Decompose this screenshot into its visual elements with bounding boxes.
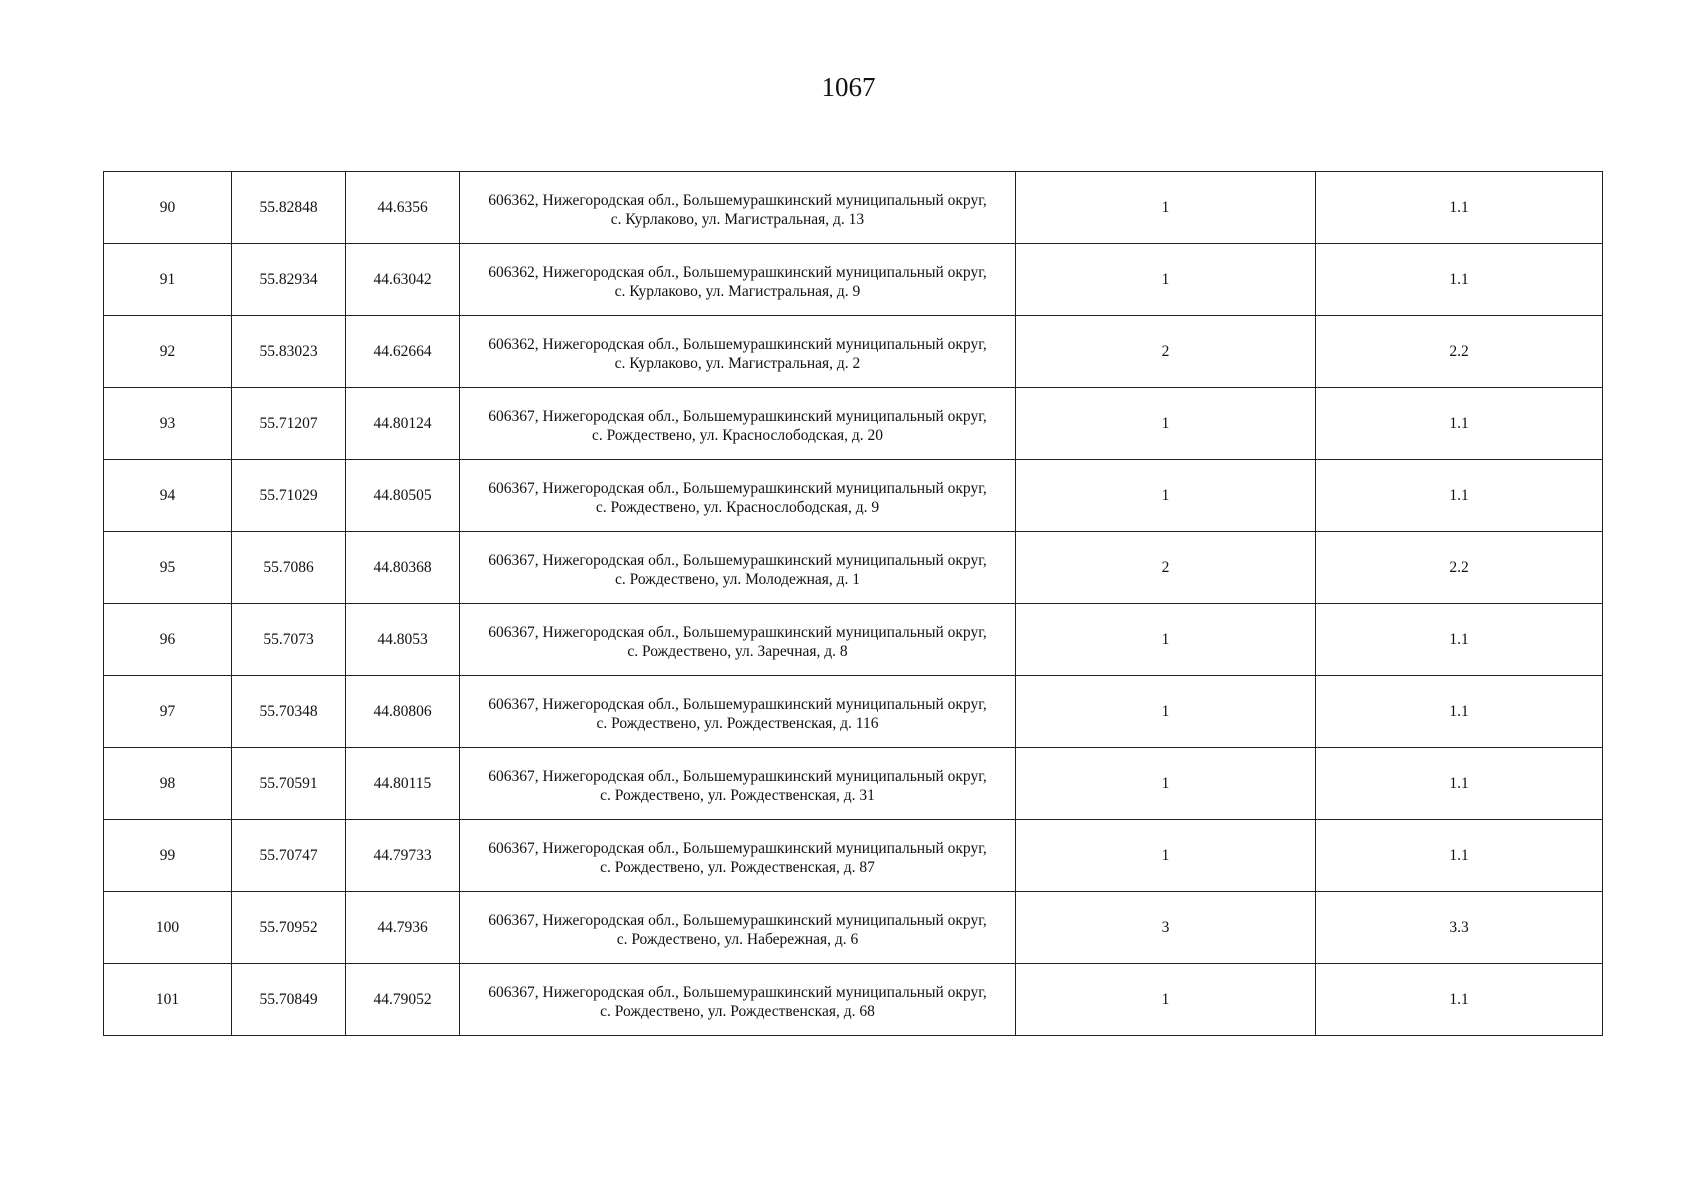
address-cell (460, 244, 1016, 316)
table-row (104, 964, 1603, 1036)
latitude-cell: 55.70591 (232, 748, 346, 820)
latitude-cell: 55.70747 (232, 820, 346, 892)
code-cell: 1.1 (1316, 172, 1603, 244)
count-cell: 1 (1016, 244, 1316, 316)
address-line-2: с. Рождествено, ул. Молодежная, д. 1 (614, 571, 861, 588)
code-cell: 1.1 (1316, 748, 1603, 820)
address-cell (460, 388, 1016, 460)
latitude-cell: 55.7073 (232, 604, 346, 676)
row-number-cell: 92 (104, 316, 232, 388)
table-row (104, 388, 1603, 460)
address-line-2: с. Курлаково, ул. Магистральная, д. 2 (614, 355, 861, 372)
address-line-1: 606367, Нижегородская обл., Большемурашкинский муниципальный округ, (488, 408, 987, 425)
latitude-cell: 55.82934 (232, 244, 346, 316)
address-cell (460, 820, 1016, 892)
address-cell (460, 964, 1016, 1036)
table-row (104, 604, 1603, 676)
address-line-2: с. Рождествено, ул. Рождественская, д. 31 (600, 787, 875, 804)
address-line-1: 606367, Нижегородская обл., Большемурашкинский муниципальный округ, (488, 768, 987, 785)
address-line-2: с. Рождествено, ул. Рождественская, д. 68 (600, 1003, 875, 1020)
count-cell: 2 (1016, 316, 1316, 388)
row-number-cell: 90 (104, 172, 232, 244)
table-row (104, 676, 1603, 748)
latitude-cell: 55.71207 (232, 388, 346, 460)
address-line-1: 606367, Нижегородская обл., Большемурашкинский муниципальный округ, (488, 480, 987, 497)
data-table (103, 171, 1603, 1036)
row-number-cell: 91 (104, 244, 232, 316)
address-line-1: 606367, Нижегородская обл., Большемурашкинский муниципальный округ, (488, 984, 987, 1001)
code-cell: 2.2 (1316, 316, 1603, 388)
code-cell: 1.1 (1316, 676, 1603, 748)
table-row (104, 532, 1603, 604)
address-line-1: 606362, Нижегородская обл., Большемурашкинский муниципальный округ, (488, 192, 987, 209)
address-line-2: с. Рождествено, ул. Краснослободская, д. 20 (592, 427, 883, 444)
table-row (104, 892, 1603, 964)
address-cell (460, 892, 1016, 964)
table-row (104, 460, 1603, 532)
row-number-cell: 96 (104, 604, 232, 676)
address-line-2: с. Курлаково, ул. Магистральная, д. 13 (610, 211, 865, 228)
code-cell: 1.1 (1316, 820, 1603, 892)
count-cell: 1 (1016, 172, 1316, 244)
count-cell: 1 (1016, 964, 1316, 1036)
address-cell (460, 172, 1016, 244)
longitude-cell: 44.8053 (346, 604, 460, 676)
row-number-cell: 95 (104, 532, 232, 604)
code-cell: 1.1 (1316, 388, 1603, 460)
address-line-2: с. Рождествено, ул. Набережная, д. 6 (616, 931, 859, 948)
address-line-1: 606367, Нижегородская обл., Большемурашкинский муниципальный округ, (488, 552, 987, 569)
row-number-cell: 101 (104, 964, 232, 1036)
address-line-2: с. Рождествено, ул. Заречная, д. 8 (627, 643, 848, 660)
row-number-cell: 97 (104, 676, 232, 748)
code-cell: 2.2 (1316, 532, 1603, 604)
longitude-cell: 44.80505 (346, 460, 460, 532)
code-cell: 3.3 (1316, 892, 1603, 964)
address-line-1: 606362, Нижегородская обл., Большемурашкинский муниципальный округ, (488, 264, 987, 281)
longitude-cell: 44.63042 (346, 244, 460, 316)
table-row (104, 172, 1603, 244)
latitude-cell: 55.70849 (232, 964, 346, 1036)
address-cell (460, 532, 1016, 604)
longitude-cell: 44.79052 (346, 964, 460, 1036)
address-line-2: с. Рождествено, ул. Рождественская, д. 116 (596, 715, 879, 732)
longitude-cell: 44.7936 (346, 892, 460, 964)
count-cell: 1 (1016, 820, 1316, 892)
longitude-cell: 44.79733 (346, 820, 460, 892)
longitude-cell: 44.80115 (346, 748, 460, 820)
row-number-cell: 100 (104, 892, 232, 964)
address-line-2: с. Курлаково, ул. Магистральная, д. 9 (614, 283, 861, 300)
longitude-cell: 44.80368 (346, 532, 460, 604)
latitude-cell: 55.70952 (232, 892, 346, 964)
longitude-cell: 44.80806 (346, 676, 460, 748)
address-line-1: 606367, Нижегородская обл., Большемурашкинский муниципальный округ, (488, 840, 987, 857)
table-row (104, 316, 1603, 388)
latitude-cell: 55.7086 (232, 532, 346, 604)
table-row (104, 244, 1603, 316)
code-cell: 1.1 (1316, 604, 1603, 676)
longitude-cell: 44.62664 (346, 316, 460, 388)
page-number: 1067 (821, 72, 876, 102)
address-line-1: 606367, Нижегородская обл., Большемурашкинский муниципальный округ, (488, 696, 987, 713)
count-cell: 1 (1016, 748, 1316, 820)
row-number-cell: 99 (104, 820, 232, 892)
count-cell: 1 (1016, 460, 1316, 532)
latitude-cell: 55.70348 (232, 676, 346, 748)
row-number-cell: 93 (104, 388, 232, 460)
count-cell: 3 (1016, 892, 1316, 964)
table-body (104, 172, 1603, 1036)
table-row (104, 748, 1603, 820)
address-line-1: 606367, Нижегородская обл., Большемурашкинский муниципальный округ, (488, 624, 987, 641)
latitude-cell: 55.82848 (232, 172, 346, 244)
address-line-2: с. Рождествено, ул. Рождественская, д. 87 (600, 859, 875, 876)
address-cell (460, 460, 1016, 532)
address-cell (460, 604, 1016, 676)
code-cell: 1.1 (1316, 964, 1603, 1036)
address-cell (460, 316, 1016, 388)
code-cell: 1.1 (1316, 244, 1603, 316)
longitude-cell: 44.80124 (346, 388, 460, 460)
count-cell: 2 (1016, 532, 1316, 604)
longitude-cell: 44.6356 (346, 172, 460, 244)
latitude-cell: 55.71029 (232, 460, 346, 532)
code-cell: 1.1 (1316, 460, 1603, 532)
row-number-cell: 98 (104, 748, 232, 820)
count-cell: 1 (1016, 388, 1316, 460)
table-row (104, 820, 1603, 892)
row-number-cell: 94 (104, 460, 232, 532)
address-line-1: 606367, Нижегородская обл., Большемурашкинский муниципальный округ, (488, 912, 987, 929)
address-cell (460, 676, 1016, 748)
latitude-cell: 55.83023 (232, 316, 346, 388)
count-cell: 1 (1016, 676, 1316, 748)
address-line-2: с. Рождествено, ул. Краснослободская, д. 9 (595, 499, 880, 516)
address-cell (460, 748, 1016, 820)
count-cell: 1 (1016, 604, 1316, 676)
address-line-1: 606362, Нижегородская обл., Большемурашкинский муниципальный округ, (488, 336, 987, 353)
